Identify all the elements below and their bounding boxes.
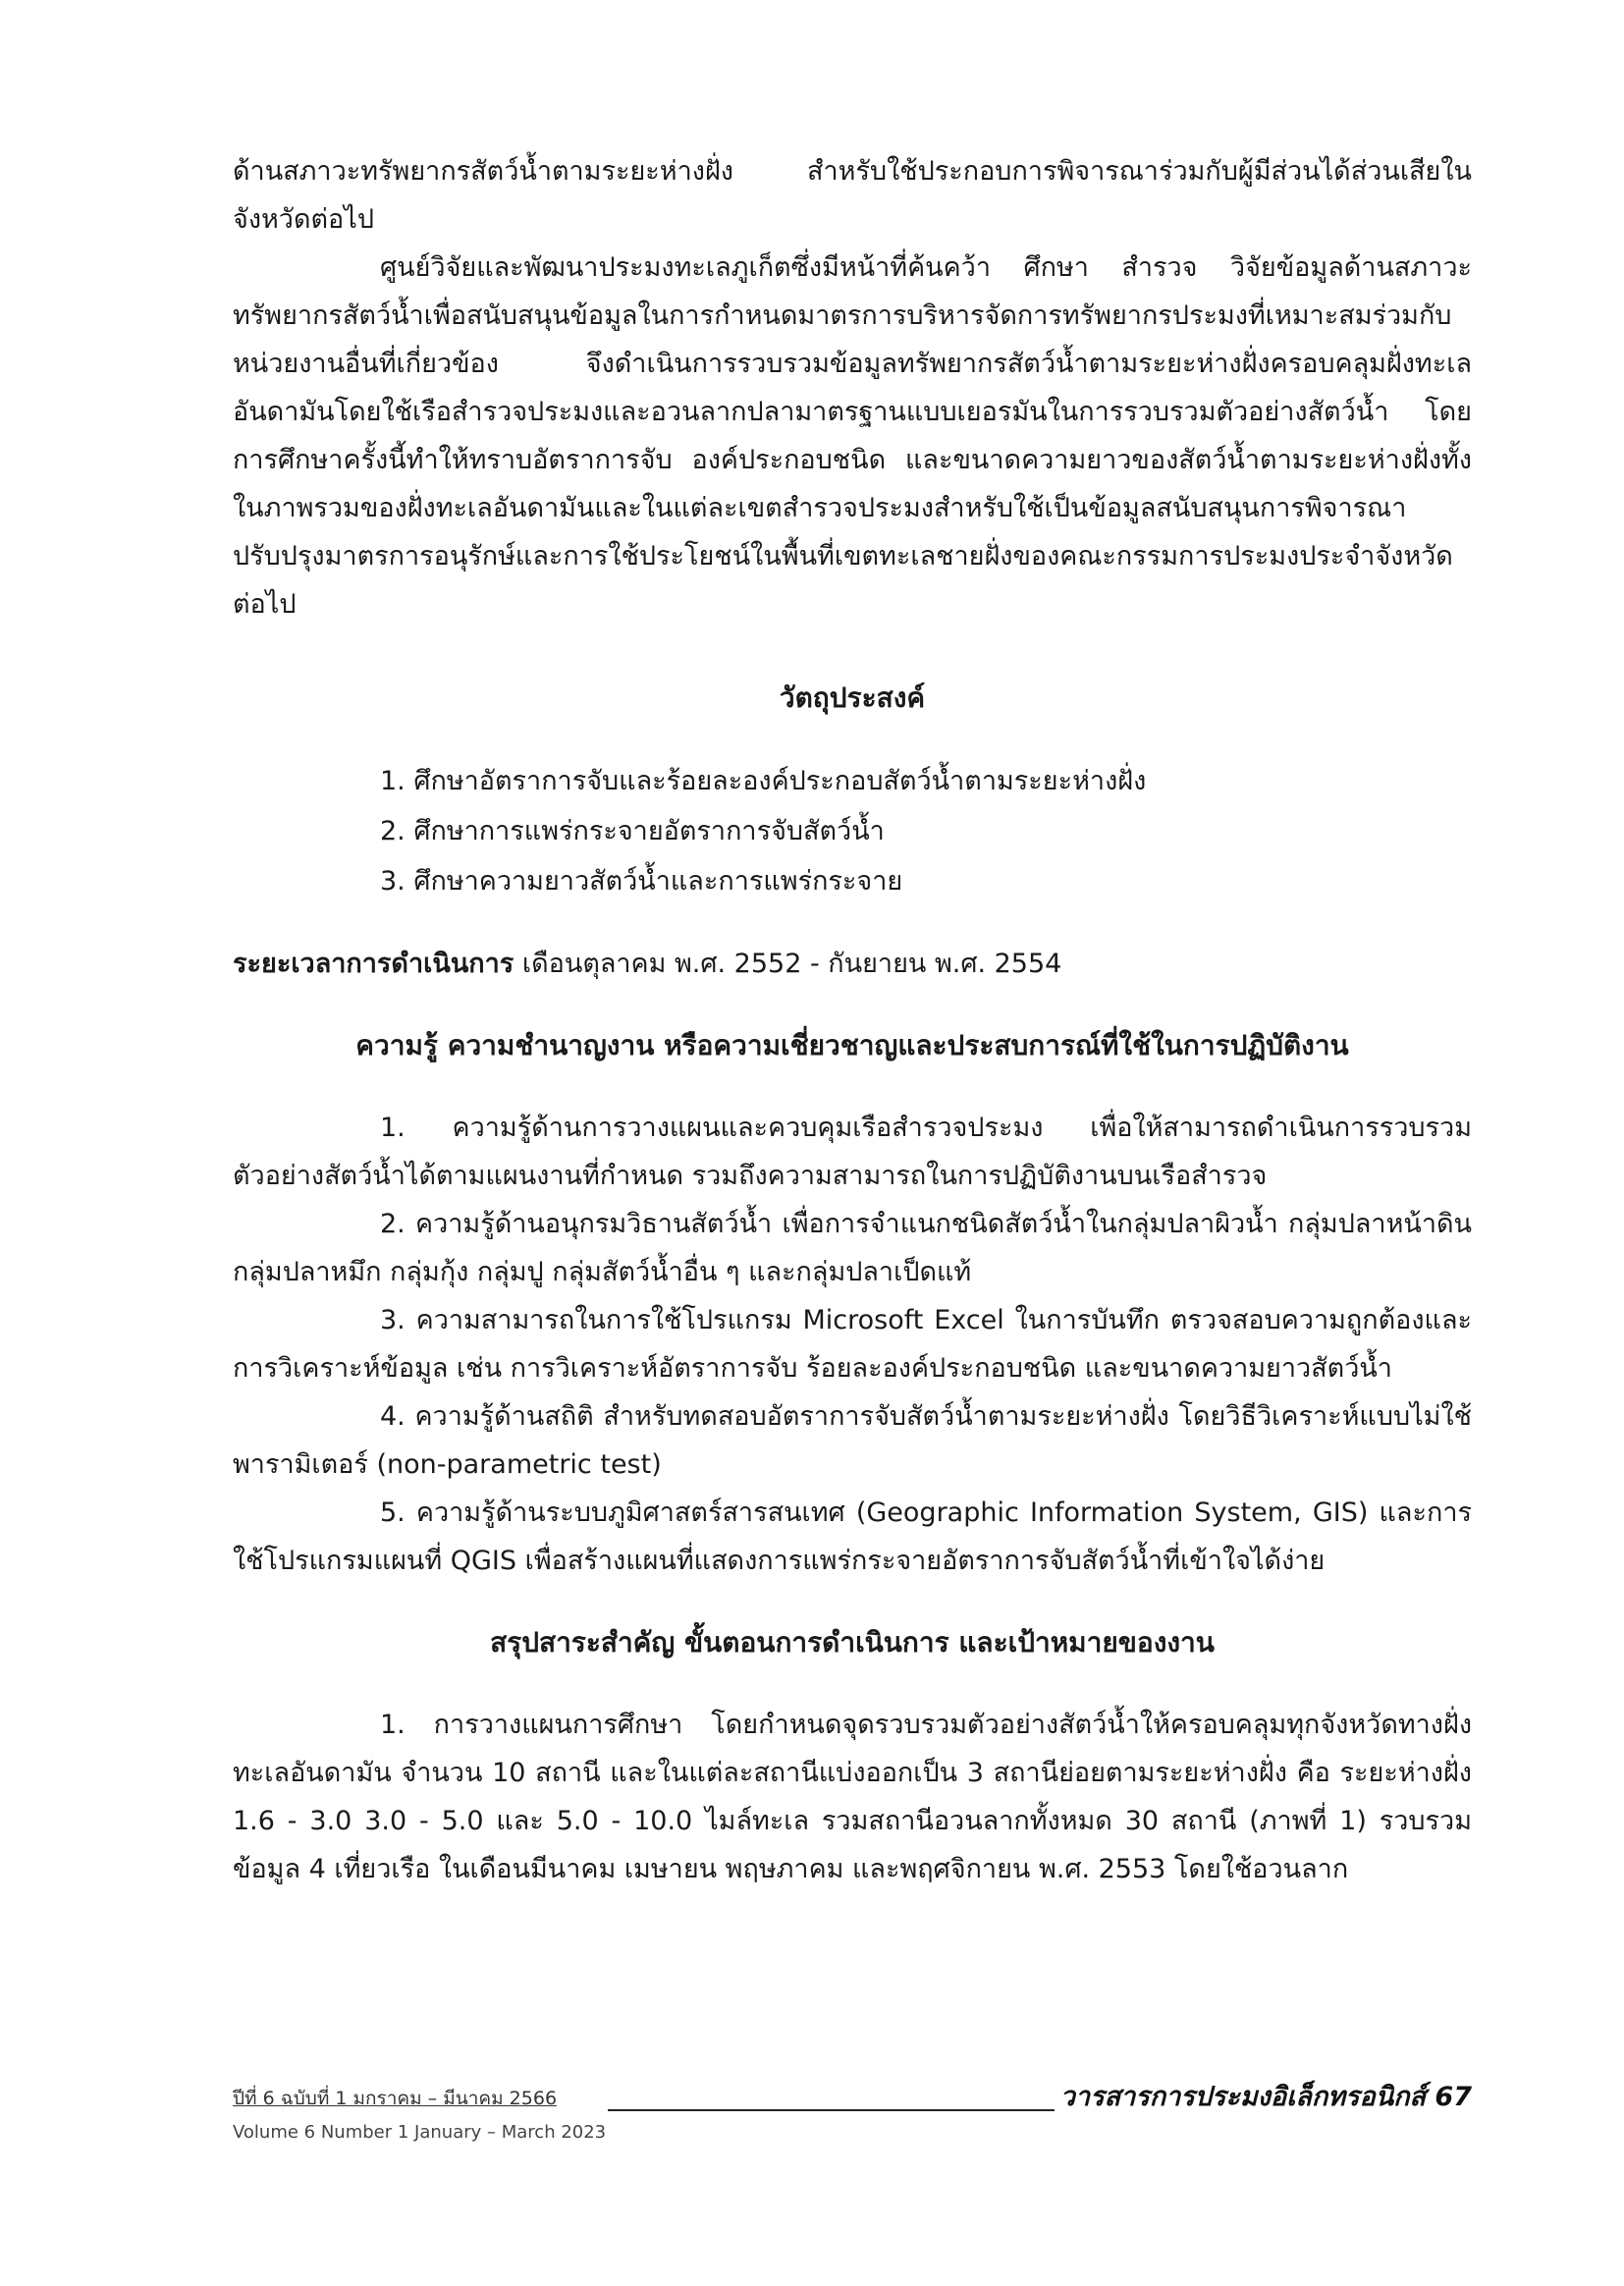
knowledge-heading: ความรู้ ความชำนาญงาน หรือความเชี่ยวชาญและประสบการณ์ที่ใช้ในการปฏิบัติงาน xyxy=(355,1029,1349,1061)
knowledge-item: 5. ความรู้ด้านระบบภูมิศาสตร์สารสนเทศ (Geographic Information System, GIS) และการใช้โปรแกรมแผนที่ QGIS เพื่อสร้างแผนที่แสดงการแพร่กระจายอัตราการจับสัตว์น้ำที่เข้าใจได้ง่าย xyxy=(233,1497,1472,1576)
intro-paragraph: ศูนย์วิจัยและพัฒนาประมงทะเลภูเก็ตซึ่งมีหน้าที่ค้นคว้า ศึกษา สำรวจ วิจัยข้อมูลด้านสภาวะทรัพยากรสัตว์น้ำเพื่อสนับสนุนข้อมูลในการกำหนดมาตรการบริหารจัดการทรัพยากรประมงที่เหมาะสมร่วมกับหน่วยงานอื่นที่เกี่ยวข้อง จึงดำเนินการรวบรวมข้อมูลทรัพยากรสัตว์น้ำตามระยะห่างฝั่งครอบคลุมฝั่งทะเลอันดามันโดยใช้เรือสำรวจประมงและอวนลากปลามาตรฐานแบบเยอรมันในการรวบรวมตัวอย่างสัตว์น้ำ โดยการศึกษาครั้งนี้ทำให้ทราบอัตราการจับ องค์ประกอบชนิด และขนาดความยาวของสัตว์น้ำตามระยะห่างฝั่งทั้งในภาพรวมของฝั่งทะเลอันดามันและในแต่ละเขตสำรวจประมงสำหรับใช้เป็นข้อมูลสนับสนุนการพิจารณาปรับปรุงมาตรการอนุรักษ์และการใช้ประโยชน์ในพื้นที่เขตทะเลชายฝั่งของคณะกรรมการประมงประจำจังหวัดต่อไป xyxy=(233,252,1472,620)
objectives-heading: วัตถุประสงค์ xyxy=(779,681,926,714)
objectives-list xyxy=(233,756,1472,906)
page-footer xyxy=(233,2084,1472,2147)
duration-value: เดือนตุลาคม พ.ศ. 2552 - กันยายน พ.ศ. 2554 xyxy=(514,949,1062,979)
page-content xyxy=(233,147,1472,1893)
issue-thai: ปีที่ 6 ฉบับที่ 1 มกราคม – มีนาคม 2566 xyxy=(233,2088,558,2109)
list-item: 3. ศึกษาความยาวสัตว์น้ำและการแพร่กระจาย xyxy=(380,866,903,897)
duration-line xyxy=(233,940,1472,988)
duration-label: ระยะเวลาการดำเนินการ xyxy=(233,949,514,979)
footer-divider xyxy=(608,2109,1055,2111)
list-item: 2. ศึกษาการแพร่กระจายอัตราการจับสัตว์น้ำ xyxy=(380,816,885,846)
knowledge-item: 4. ความรู้ด้านสถิติ สำหรับทดสอบอัตราการจับสัตว์น้ำตามระยะห่างฝั่ง โดยวิธีวิเคราะห์แบบไม่ใช้พารามิเตอร์ (non-parametric test) xyxy=(233,1401,1472,1480)
knowledge-item: 3. ความสามารถในการใช้โปรแกรม Microsoft Excel ในการบันทึก ตรวจสอบความถูกต้องและการวิเคราะห์ข้อมูล เช่น การวิเคราะห์อัตราการจับ ร้อยละองค์ประกอบชนิด และขนาดความยาวสัตว์น้ำ xyxy=(233,1305,1472,1384)
knowledge-item: 1. ความรู้ด้านการวางแผนและควบคุมเรือสำรวจประมง เพื่อให้สามารถดำเนินการรวบรวมตัวอย่างสัตว์น้ำได้ตามแผนงานที่กำหนด รวมถึงความสามารถในการปฏิบัติงานบนเรือสำรวจ xyxy=(233,1113,1472,1191)
issue-english: Volume 6 Number 1 January – March 2023 xyxy=(233,2122,607,2143)
page-number: 67 xyxy=(1435,2082,1472,2112)
summary-heading: สรุปสาระสำคัญ ขั้นตอนการดำเนินการ และเป้าหมายของงาน xyxy=(490,1626,1215,1659)
journal-page xyxy=(1060,2080,1472,2115)
intro-paragraph-continued: ด้านสภาวะทรัพยากรสัตว์น้ำตามระยะห่างฝั่ง สำหรับใช้ประกอบการพิจารณาร่วมกับผู้มีส่วนได้ส่วนเสียในจังหวัดต่อไป xyxy=(233,156,1472,235)
knowledge-item: 2. ความรู้ด้านอนุกรมวิธานสัตว์น้ำ เพื่อการจำแนกชนิดสัตว์น้ำในกลุ่มปลาผิวน้ำ กลุ่มปลาหน้าดิน กลุ่มปลาหมึก กลุ่มกุ้ง กลุ่มปู กลุ่มสัตว์น้ำอื่น ๆ และกลุ่มปลาเป็ดแท้ xyxy=(233,1209,1472,1287)
summary-paragraph: 1. การวางแผนการศึกษา โดยกำหนดจุดรวบรวมตัวอย่างสัตว์น้ำให้ครอบคลุมทุกจังหวัดทางฝั่งทะเลอันดามัน จำนวน 10 สถานี และในแต่ละสถานีแบ่งออกเป็น 3 สถานีย่อยตามระยะห่างฝั่ง คือ ระยะห่างฝั่ง 1.6 - 3.0 3.0 - 5.0 และ 5.0 - 10.0 ไมล์ทะเล รวมสถานีอวนลากทั้งหมด 30 สถานี (ภาพที่ 1) รวบรวมข้อมูล 4 เที่ยวเรือ ในเดือนมีนาคม เมษายน พฤษภาคม และพฤศจิกายน พ.ศ. 2553 โดยใช้อวนลาก xyxy=(233,1710,1472,1884)
journal-title: วารสารการประมงอิเล็กทรอนิกส์ xyxy=(1059,2082,1427,2112)
list-item: 1. ศึกษาอัตราการจับและร้อยละองค์ประกอบสัตว์น้ำตามระยะห่างฝั่ง xyxy=(380,766,1147,796)
